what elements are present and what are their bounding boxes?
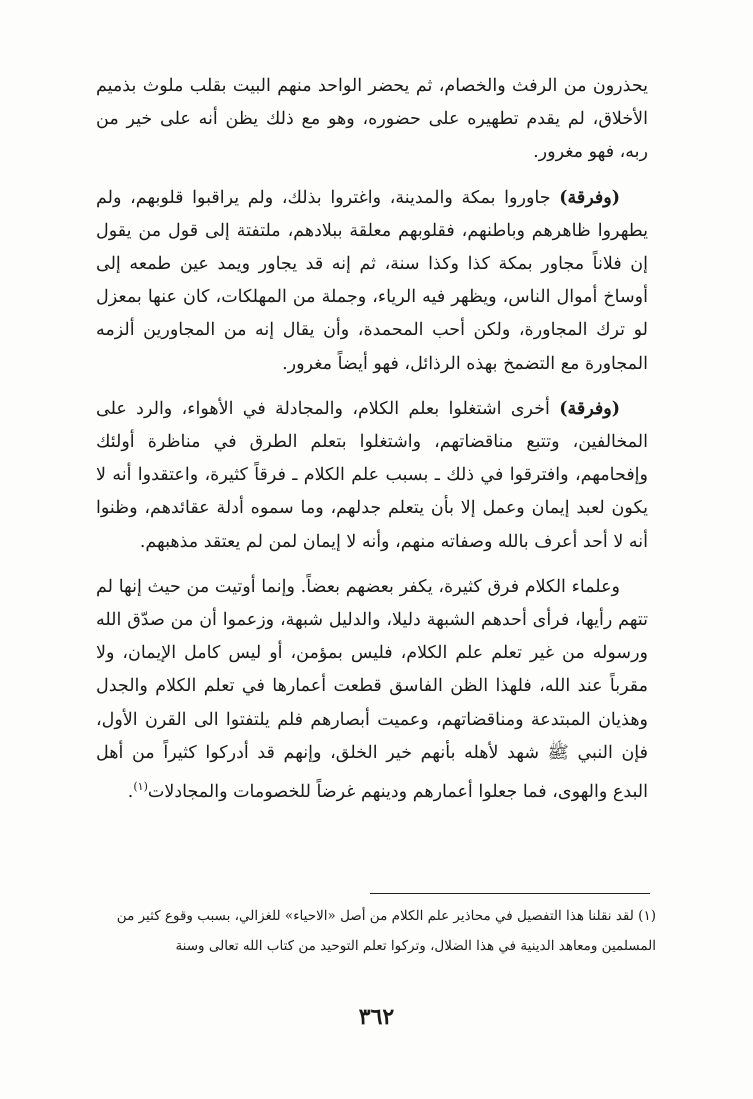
footnote-marker: (١) (638, 908, 656, 924)
paragraph-2-lead: (وفرقة) (559, 187, 620, 208)
paragraph-4-text: وعلماء الكلام فرق كثيرة، يكفر بعضهم بعضاً. وإنما أوتيت من حيث إنها لم تتهم رأيها، فرأى أحدهم الشبهة دليلا، والدليل شبهة، وزعموا أن من صدّق الله ورسوله من غير تعلم علم الكلام، فليس بمؤمن، أو ليس كامل الإيمان، ولا مقرباً عند الله، فلهذا الظن الفاسق قطعت أعمارها في تعلم الكلام والجدل وهذيان المبتدعة ومناقضاتهم، وعميت أبصارهم فلم يلتفتوا الى القرن الأول، فإن النبي ﷺ شهد لأهله بأنهم خير الخلق، وإنهم قد أدركوا كثيراً من أهل البدع والهوى، فما جعلوا أعمارهم ودينهم غرضاً للخصومات والمجادلات (96, 576, 648, 802)
paragraph-3-lead: (وفرقة) (559, 398, 620, 419)
paragraph-3 (96, 393, 648, 559)
body-text (96, 70, 648, 821)
paragraph-4 (96, 571, 648, 809)
page-number: ٣٦٢ (358, 1004, 395, 1030)
footnote-separator (370, 893, 650, 894)
paragraph-4-end: . (127, 781, 134, 802)
footnote (96, 901, 656, 961)
paragraph-2 (96, 182, 648, 381)
paragraph-2-text: جاوروا بمكة والمدينة، واغتروا بذلك، ولم يراقبوا قلوبهم، ولم يطهروا ظاهرهم وباطنهم، فقلوبهم معلقة ببلادهم، ملتفتة إلى قول من يقول إن فلاناً مجاور بمكة كذا وكذا سنة، ثم إنه قد يجاور ويمد عين طمعه إلى أوساخ أموال الناس، ويظهر فيه الرياء، وجملة من المهلكات، كان عنها بمعزل لو ترك المجاورة، ولكن أحب المحمدة، وأن يقال إنه من المجاورين ألزمه المجاورة مع التضمخ بهذه الرذائل، فهو أيضاً مغرور. (96, 187, 648, 374)
footnote-text: لقد نقلنا هذا التفصيل في محاذير علم الكلام من أصل «الاحياء» للغزالي، بسبب وقوع كثير من المسلمين ومعاهد الدينية في هذا الضلال، وتركوا تعلم التوحيد من كتاب الله تعالى وسنة (116, 908, 656, 954)
paragraph-1 (96, 70, 648, 170)
paragraph-1-text: يحذرون من الرفث والخصام، ثم يحضر الواحد منهم البيت بقلب ملوث بذميم الأخلاق، لم يقدم تطهيره على حضوره، وهو مع ذلك يظن أنه على خير من ربه، فهو مغرور. (96, 76, 648, 163)
paragraph-3-text: أخرى اشتغلوا بعلم الكلام، والمجادلة في الأهواء، والرد على المخالفين، وتتبع مناقضاتهم، واشتغلوا بتعلم الطرق في مناظرة أولئك وإفحامهم، وافترقوا في ذلك ـ بسبب علم الكلام ـ فرقاً كثيرة، واعتقدوا أنه لا يكون لعبد إيمان وعمل إلا بأن يتعلم جدلهم، وما سموه أدلة عقائدهم، وظنوا أنه لا أحد أعرف بالله وصفاته منهم، وأنه لا إيمان لمن لم يعتقد مذهبهم. (96, 398, 648, 552)
footnote-reference: (١) (133, 780, 148, 794)
